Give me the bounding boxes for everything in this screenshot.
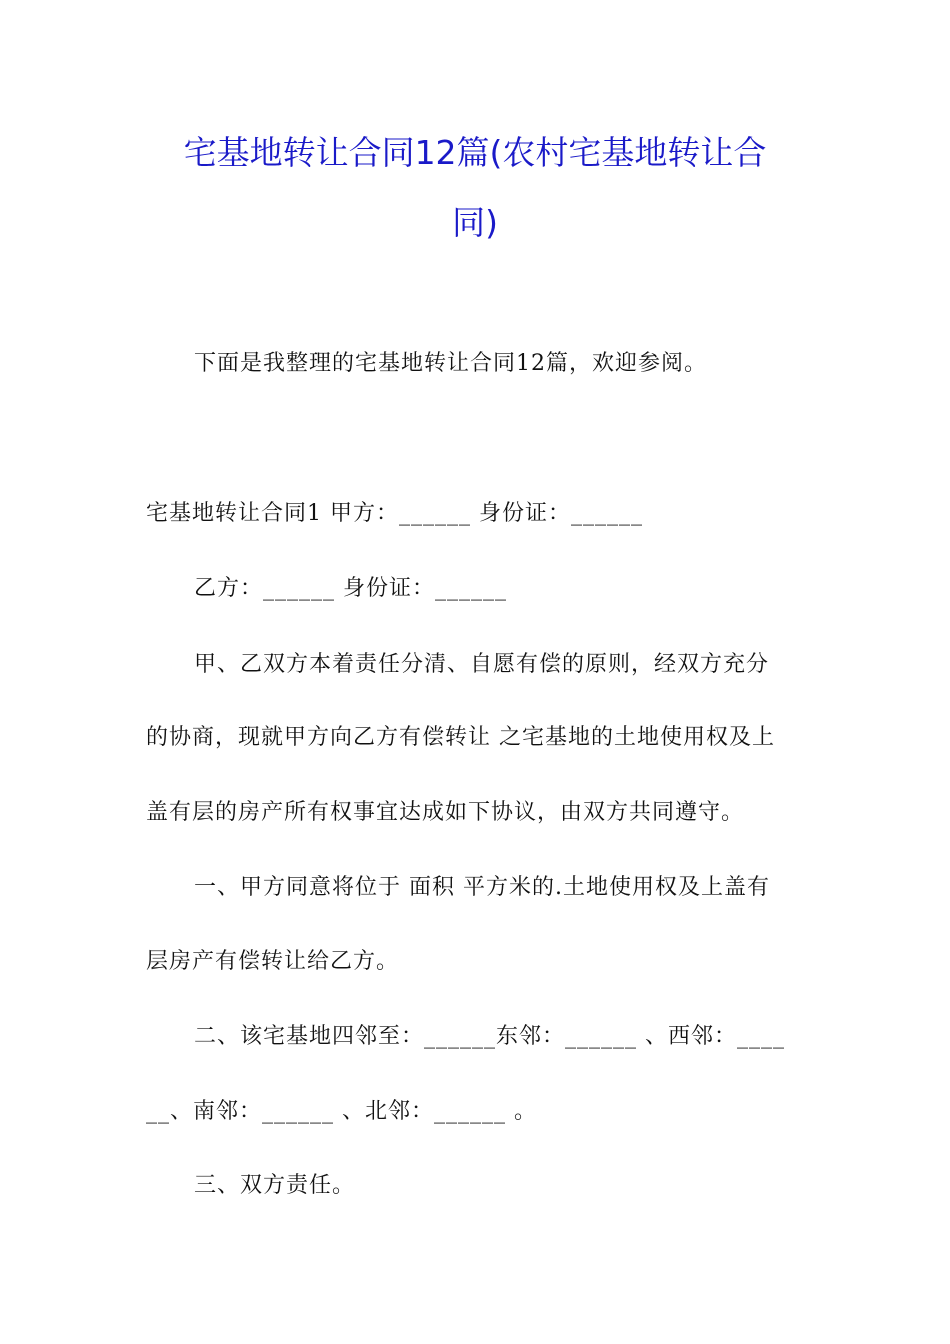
intro-paragraph: 下面是我整理的宅基地转让合同12篇，欢迎参阅。 bbox=[194, 351, 707, 376]
contract-heading-line: 宅基地转让合同1 甲方：______ 身份证：______ bbox=[146, 501, 643, 526]
body-line: 盖有层的房产所有权事宜达成如下协议，由双方共同遵守。 bbox=[146, 800, 745, 825]
body-line: __、南邻：______ 、北邻：______ 。 bbox=[146, 1099, 537, 1124]
body-line: 层房产有偿转让给乙方。 bbox=[146, 949, 400, 974]
body-line: 甲、乙双方本着责任分清、自愿有偿的原则，经双方充分 bbox=[194, 652, 770, 677]
body-line: 的协商，现就甲方向乙方有偿转让 之宅基地的土地使用权及上 bbox=[146, 725, 775, 750]
clause-three-line: 三、双方责任。 bbox=[194, 1173, 356, 1198]
title-line-2: 同) bbox=[452, 203, 498, 242]
clause-one-line: 一、甲方同意将位于 面积 平方米的.土地使用权及上盖有 bbox=[194, 875, 770, 900]
clause-two-line: 二、该宅基地四邻至：______东邻：______ 、西邻：____ bbox=[194, 1024, 785, 1049]
party-b-line: 乙方：______ 身份证：______ bbox=[194, 576, 507, 601]
title-line-1: 宅基地转让合同12篇(农村宅基地转让合 bbox=[183, 133, 767, 172]
document-title bbox=[130, 118, 820, 258]
